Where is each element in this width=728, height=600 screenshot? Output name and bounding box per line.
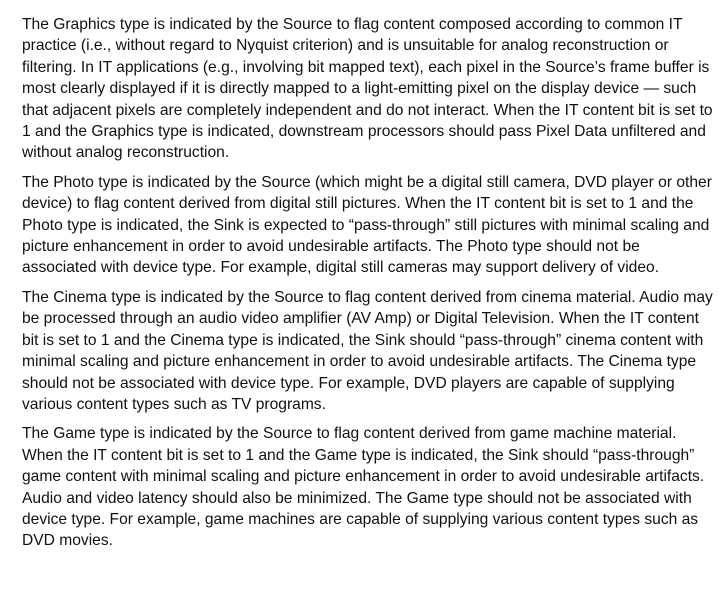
paragraph-cinema-type: The Cinema type is indicated by the Source to flag content derived from cinema material. Audio may be processed through an audio video amplifier (AV Amp) or Digital Television. When the IT content bit is set to 1 and the Cinema type is indicated, the Sink should “pass-through” cinema content with minimal scaling and picture enhancement in order to avoid undesirable artifacts. The Cinema type should not be associated with device type. For example, DVD players are capable of supplying various content types such as TV programs.	[22, 288, 713, 413]
paragraph-graphics-type: The Graphics type is indicated by the Source to flag content composed according to common IT practice (i.e., without regard to Nyquist criterion) and is unsuitable for analog reconstruction or filtering. In IT applications (e.g., involving bit mapped text), each pixel in the Source’s frame buffer is most clearly displayed if it is directly mapped to a light-emitting pixel on the display device — such that adjacent pixels are completely independent and do not interact. When the IT content bit is set to 1 and the Graphics type is indicated, downstream processors should pass Pixel Data unfiltered and without analog reconstruction.	[22, 16, 713, 162]
paragraph-game-type: The Game type is indicated by the Source to flag content derived from game machine material. When the IT content bit is set to 1 and the Game type is indicated, the Sink should “pass-through” game content with minimal scaling and picture enhancement in order to avoid undesirable artifacts. Audio and video latency should also be minimized. The Game type should not be associated with device type. For example, game machines are capable of supplying various content types such as DVD movies.	[22, 425, 705, 550]
paragraph-photo-type: The Photo type is indicated by the Source (which might be a digital still camera, DVD player or other device) to flag content derived from digital still pictures. When the IT content bit is set to 1 and the Photo type is indicated, the Sink is expected to “pass-through” still pictures with minimal scaling and picture enhancement in order to avoid undesirable artifacts. The Photo type should not be associated with device type. For example, digital still cameras may support delivery of video.	[22, 173, 712, 277]
